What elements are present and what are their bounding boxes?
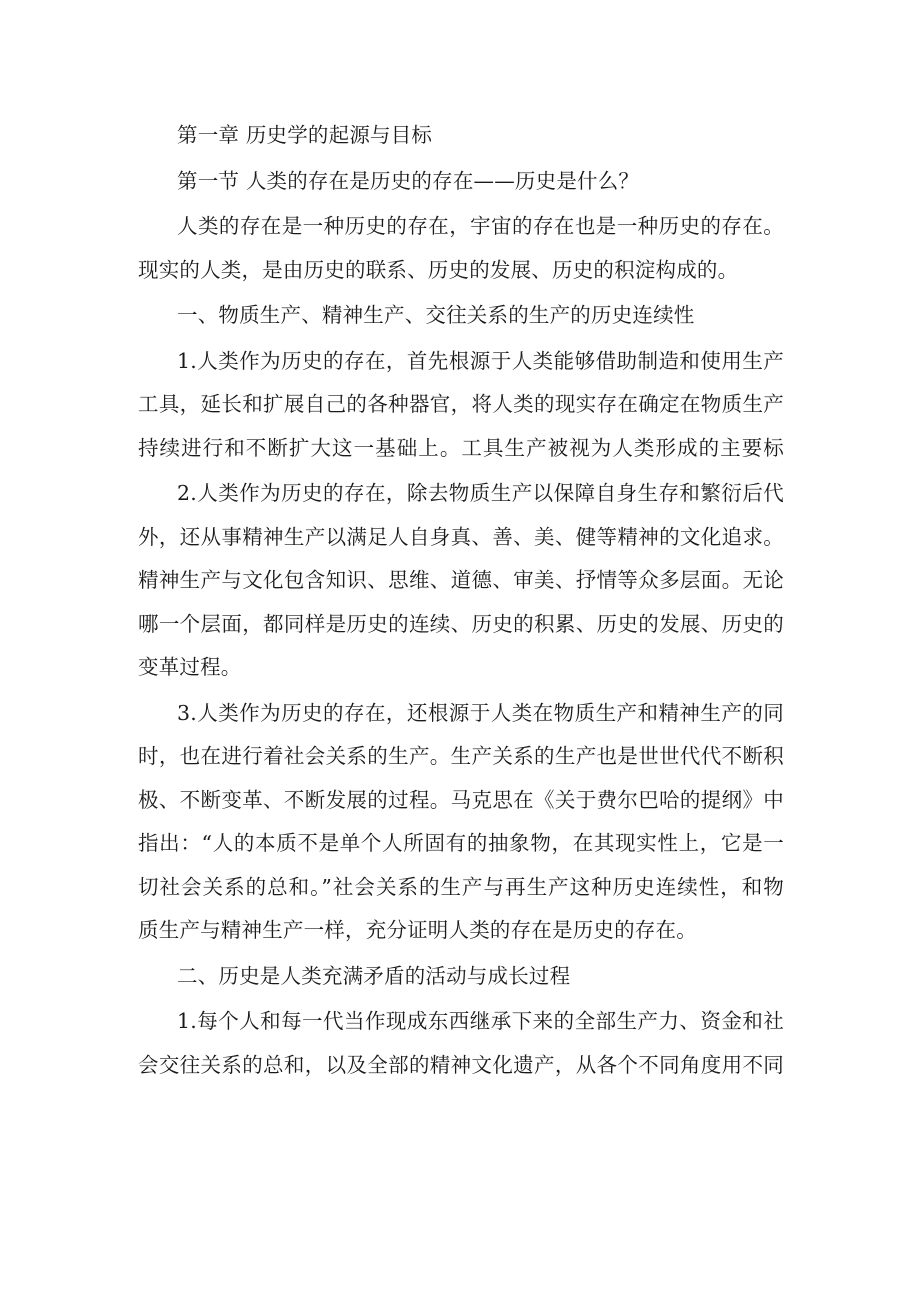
text-line: 1.人类作为历史的存在，首先根源于人类能够借助制造和使用生产 bbox=[177, 348, 784, 373]
text-line: 时，也在进行着社会关系的生产。生产关系的生产也是世世代代不断积 bbox=[138, 744, 784, 768]
text-line: 极、不断变革、不断发展的过程。马克思在《关于费尔巴哈的提纲》中 bbox=[138, 787, 784, 812]
text-line: 外，还从事精神生产以满足人自身真、善、美、健等精神的文化追求。 bbox=[138, 524, 784, 549]
text-line: 二、历史是人类充满矛盾的活动与成长过程 bbox=[177, 963, 571, 988]
text-line: 持续进行和不断扩大这一基础上。工具生产被视为人类形成的主要标 bbox=[138, 435, 784, 460]
document-body bbox=[138, 114, 784, 1087]
text-line: 精神生产与文化包含知识、思维、道德、审美、抒情等众多层面。无论 bbox=[138, 568, 784, 592]
text-line: 1.每个人和每一代当作现成东西继承下来的全部生产力、资金和社 bbox=[177, 1009, 784, 1033]
text-line: 变革过程。 bbox=[138, 655, 242, 679]
text-line: 第一章 历史学的起源与目标 bbox=[177, 123, 433, 147]
text-line: 工具，延长和扩展自己的各种器官，将人类的现实存在确定在物质生产 bbox=[138, 392, 784, 416]
text-line: 切社会关系的总和。”社会关系的生产与再生产这种历史连续性，和物 bbox=[138, 874, 784, 899]
text-line: 会交往关系的总和，以及全部的精神文化遗产，从各个不同角度用不同 bbox=[138, 1052, 784, 1077]
text-line: 3.人类作为历史的存在，还根源于人类在物质生产和精神生产的同 bbox=[177, 700, 784, 725]
text-line: 2.人类作为历史的存在，除去物质生产以保障自身生存和繁衍后代 bbox=[177, 481, 784, 505]
text-line: 人类的存在是一种历史的存在，宇宙的存在也是一种历史的存在。 bbox=[177, 214, 784, 238]
text-line: 现实的人类，是由历史的联系、历史的发展、历史的积淀构成的。 bbox=[138, 257, 739, 282]
text-line: 第一节 人类的存在是历史的存在——历史是什么？ bbox=[177, 168, 640, 193]
text-line: 哪一个层面，都同样是历史的连续、历史的积累、历史的发展、历史的 bbox=[138, 611, 784, 636]
text-line: 质生产与精神生产一样，充分证明人类的存在是历史的存在。 bbox=[138, 918, 697, 942]
text-line: 指出：“人的本质不是单个人所固有的抽象物，在其现实性上，它是一 bbox=[138, 831, 784, 855]
text-line: 一、物质生产、精神生产、交往关系的生产的历史连续性 bbox=[177, 303, 695, 327]
